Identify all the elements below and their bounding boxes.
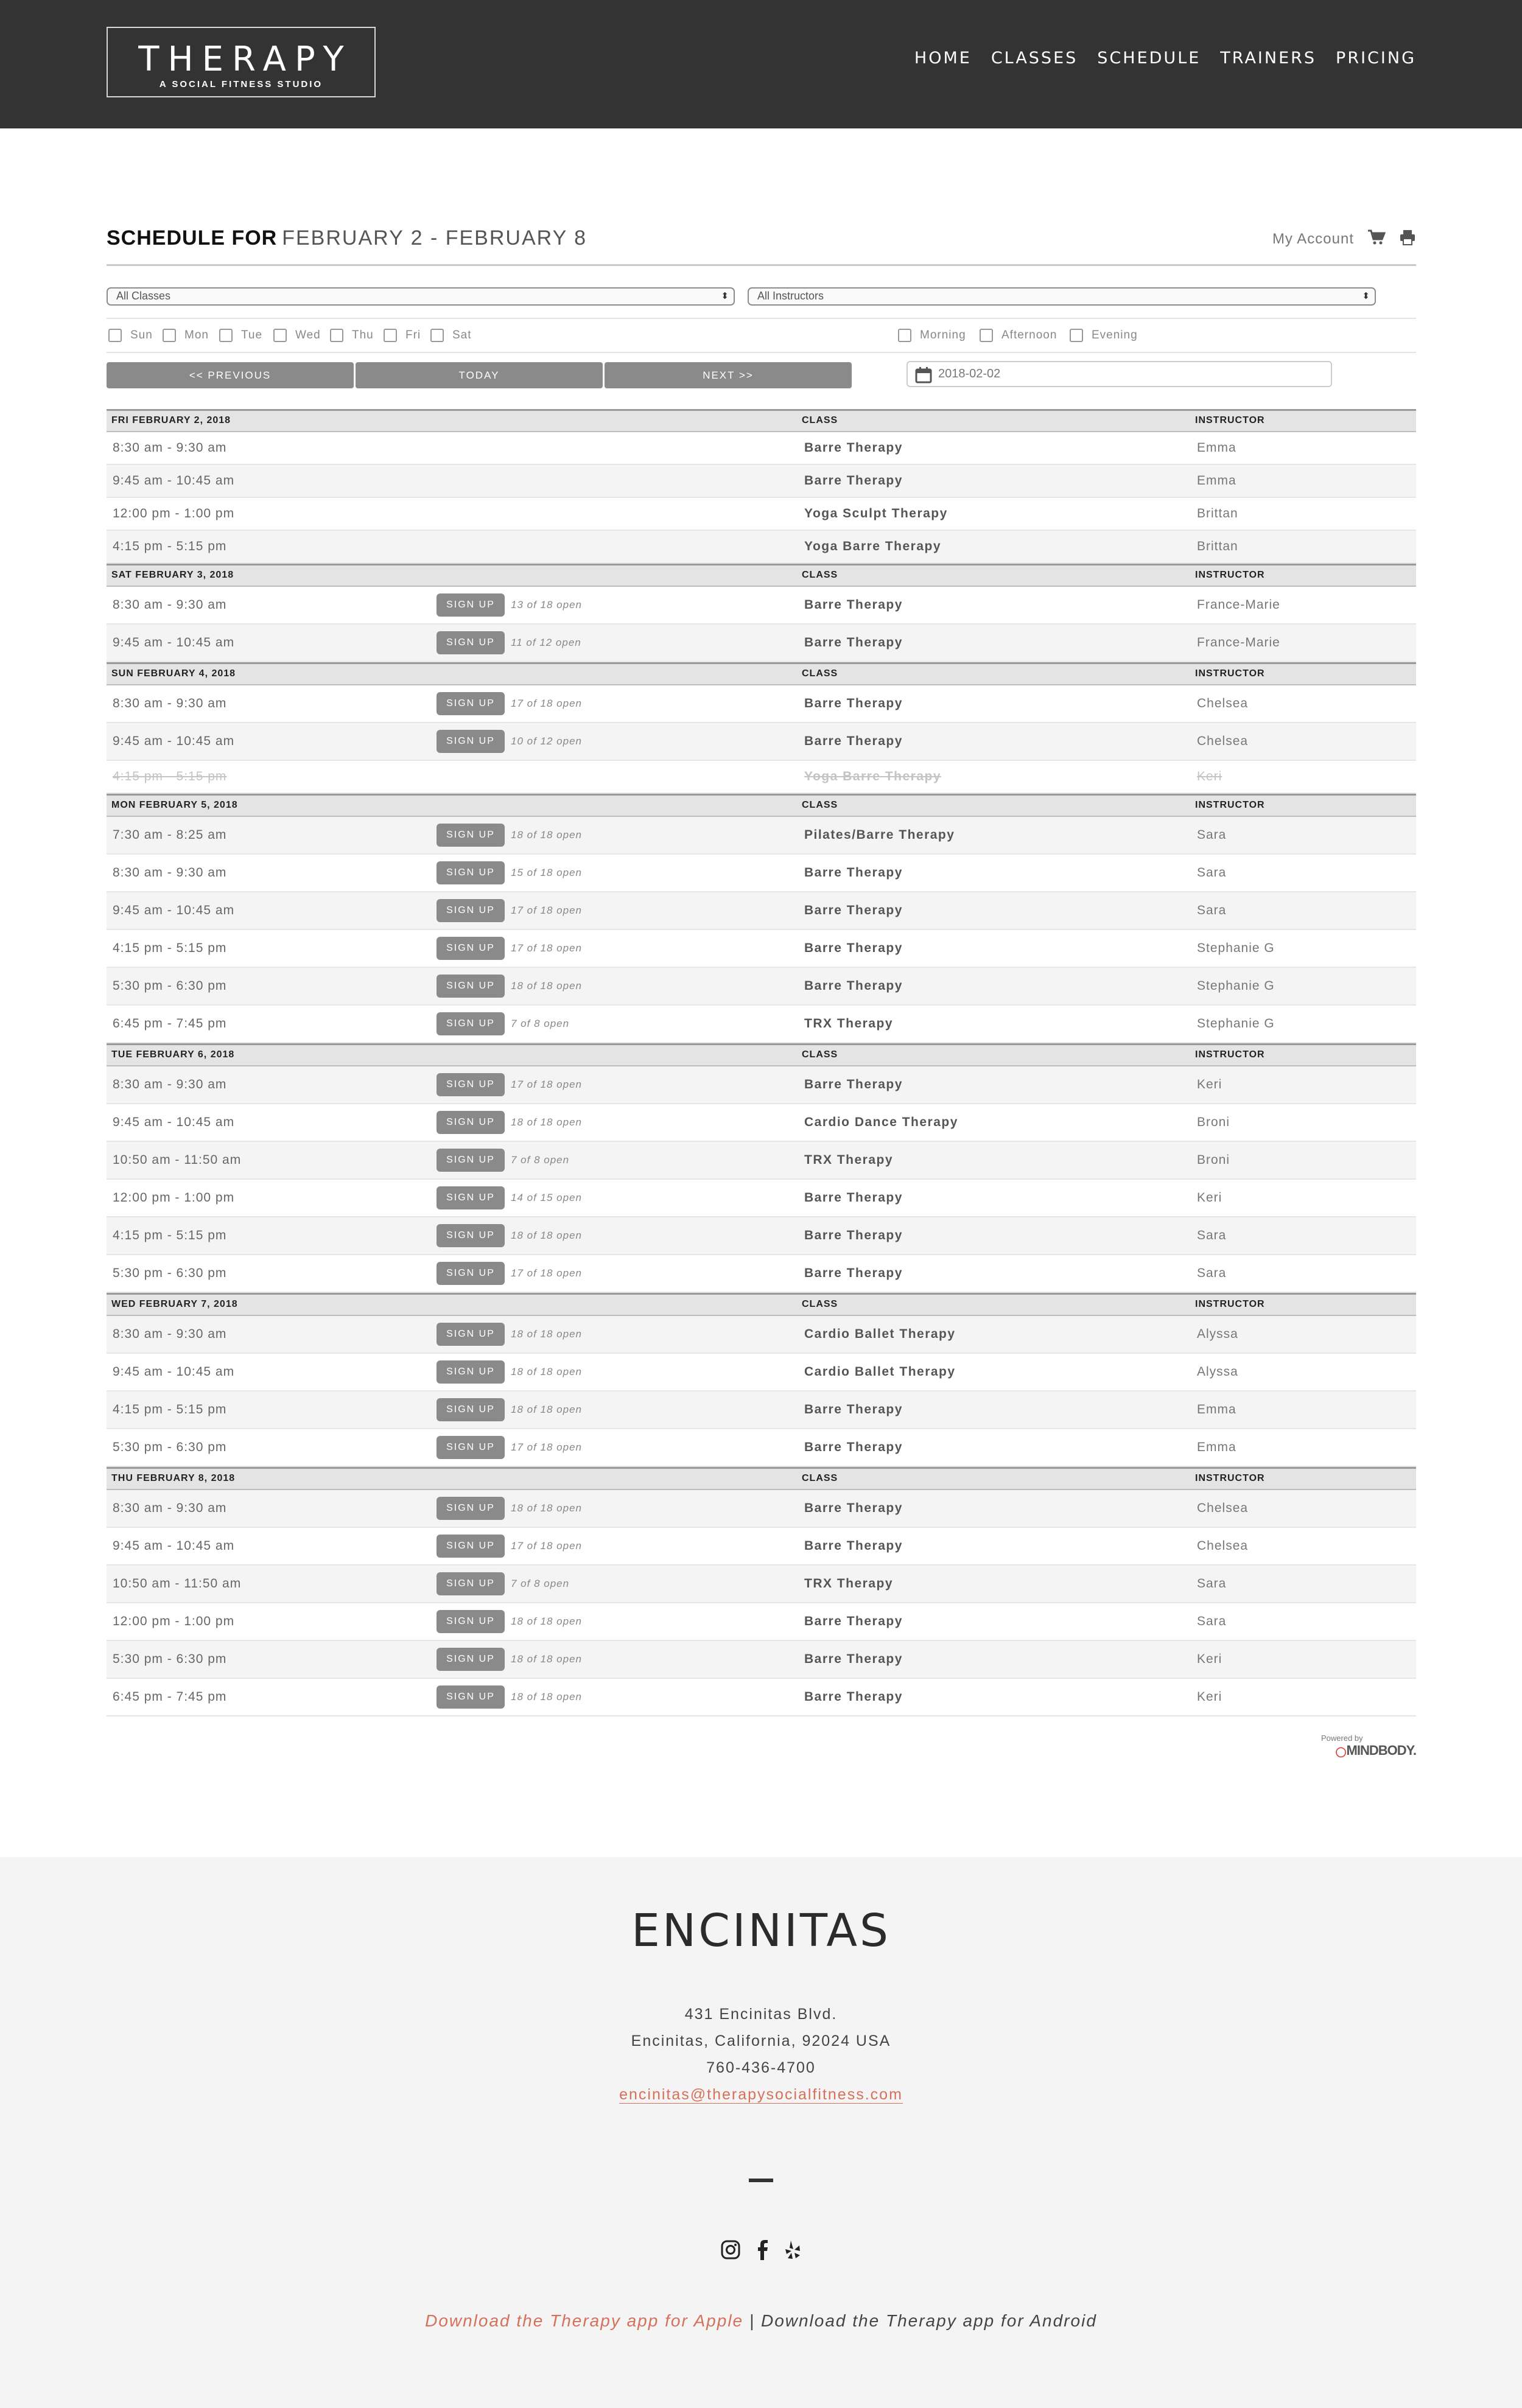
day-header-date: THU FEBRUARY 8, 2018	[111, 1473, 236, 1483]
checkbox-box[interactable]	[1070, 329, 1083, 342]
class-time: 7:30 am - 8:25 am	[113, 828, 227, 842]
powered-by-label: Powered by	[1321, 1734, 1363, 1743]
day-checkbox-mon[interactable]	[163, 329, 209, 342]
spots-open: 10 of 12 open	[511, 735, 582, 747]
day-header	[107, 564, 1416, 587]
checkbox-box[interactable]	[330, 329, 343, 342]
facebook-icon[interactable]	[756, 2239, 769, 2263]
day-label: Sun	[130, 329, 153, 341]
sign-up-button[interactable]: SIGN UP	[437, 1224, 505, 1247]
spots-open: 11 of 12 open	[511, 637, 581, 648]
class-time: 9:45 am - 10:45 am	[113, 1539, 235, 1553]
instructor-name-link[interactable]: Keri	[1197, 1077, 1222, 1091]
phone-number: 760-436-4700	[706, 2059, 816, 2076]
class-name-link[interactable]: Barre Therapy	[804, 1690, 903, 1704]
sign-up-button[interactable]: SIGN UP	[437, 1398, 505, 1421]
class-column-header: CLASS	[802, 1049, 838, 1060]
account-tools	[1272, 229, 1416, 249]
instructor-name-link[interactable]: Keri	[1197, 1690, 1222, 1704]
address-line-1: 431 Encinitas Blvd.	[684, 2006, 838, 2023]
instructor-name-link[interactable]: Keri	[1197, 1652, 1222, 1666]
day-header	[107, 1293, 1416, 1316]
day-header	[107, 794, 1416, 817]
day-header	[107, 1467, 1416, 1490]
sign-up-button[interactable]: SIGN UP	[437, 937, 505, 960]
sign-up-button[interactable]: SIGN UP	[437, 899, 505, 922]
day-header-date: SUN FEBRUARY 4, 2018	[111, 668, 236, 679]
instructor-name-link[interactable]: Brittan	[1197, 539, 1238, 553]
sign-up-button[interactable]: SIGN UP	[437, 1262, 505, 1285]
apple-app-link[interactable]: Download the Therapy app for Apple	[425, 2311, 744, 2330]
instructor-name-link[interactable]: Alyssa	[1197, 1365, 1238, 1379]
app-separator: |	[749, 2311, 756, 2330]
class-time: 6:45 pm - 7:45 pm	[113, 1690, 227, 1704]
day-header-date: TUE FEBRUARY 6, 2018	[111, 1049, 235, 1060]
schedule-row	[107, 432, 1416, 465]
spots-open: 17 of 18 open	[511, 1267, 582, 1279]
time-label: Morning	[920, 329, 966, 341]
spots-open: 18 of 18 open	[511, 1615, 582, 1627]
class-time: 5:30 pm - 6:30 pm	[113, 1652, 227, 1666]
class-name-link[interactable]: Barre Therapy	[804, 1402, 903, 1416]
sign-up-button[interactable]: SIGN UP	[437, 1648, 505, 1671]
spots-open: 18 of 18 open	[511, 1366, 582, 1377]
instructor-name-link[interactable]: Sara	[1197, 1228, 1227, 1242]
schedule-row	[107, 685, 1416, 723]
class-name-link[interactable]: Barre Therapy	[804, 696, 903, 710]
instructor-name-link[interactable]: France-Marie	[1197, 635, 1280, 649]
checkbox-box[interactable]	[980, 329, 993, 342]
class-name-link[interactable]: Cardio Ballet Therapy	[804, 1365, 956, 1379]
day-header-date: SAT FEBRUARY 3, 2018	[111, 570, 234, 580]
my-account-link[interactable]: My Account	[1272, 230, 1354, 247]
instructor-name-link[interactable]: Sara	[1197, 903, 1227, 917]
instructor-name-link[interactable]: Keri	[1197, 769, 1222, 783]
class-name-link[interactable]: Barre Therapy	[804, 1614, 903, 1628]
sign-up-button[interactable]: SIGN UP	[437, 1012, 505, 1035]
checkbox-box[interactable]	[273, 329, 287, 342]
sign-up-button[interactable]: SIGN UP	[437, 1323, 505, 1346]
yelp-icon[interactable]	[784, 2239, 802, 2263]
schedule-row	[107, 1104, 1416, 1142]
class-time: 4:15 pm - 5:15 pm	[113, 941, 227, 955]
sign-up-button[interactable]: SIGN UP	[437, 1610, 505, 1633]
instructor-name-link[interactable]: France-Marie	[1197, 598, 1280, 612]
class-time: 8:30 am - 9:30 am	[113, 441, 227, 455]
instructor-name-link[interactable]: Sara	[1197, 1577, 1227, 1591]
class-name-link[interactable]: Barre Therapy	[804, 441, 903, 455]
class-name-link[interactable]: Barre Therapy	[804, 903, 903, 917]
nav-trainers[interactable]: TRAINERS	[1220, 49, 1317, 68]
spots-open: 18 of 18 open	[511, 1116, 582, 1128]
class-name-link[interactable]: Cardio Ballet Therapy	[804, 1327, 956, 1341]
classes-select-value: All Classes	[116, 290, 171, 302]
address-line-2: Encinitas, California, 92024 USA	[631, 2032, 891, 2049]
class-time: 8:30 am - 9:30 am	[113, 1327, 227, 1341]
instructor-name-link[interactable]: Broni	[1197, 1153, 1230, 1167]
day-label: Wed	[295, 329, 321, 341]
shopping-cart-icon[interactable]	[1367, 229, 1386, 248]
day-label: Sat	[452, 329, 472, 341]
schedule-row	[107, 855, 1416, 892]
sign-up-button[interactable]: SIGN UP	[437, 975, 505, 998]
schedule-row	[107, 1603, 1416, 1641]
class-time: 4:15 pm - 5:15 pm	[113, 1402, 227, 1416]
android-app-link[interactable]: Download the Therapy app for Android	[760, 2311, 1097, 2330]
main-nav	[914, 49, 1416, 68]
schedule-row	[107, 817, 1416, 855]
schedule-title	[107, 226, 587, 250]
schedule-row	[107, 1679, 1416, 1717]
class-name-link[interactable]: Barre Therapy	[804, 1191, 903, 1205]
checkbox-box[interactable]	[430, 329, 444, 342]
sign-up-button[interactable]: SIGN UP	[437, 1497, 505, 1520]
class-name-link[interactable]: Barre Therapy	[804, 1228, 903, 1242]
spots-open: 7 of 8 open	[511, 1154, 570, 1166]
social-links	[0, 2239, 1522, 2263]
class-column-header: CLASS	[802, 415, 838, 425]
instructor-name-link[interactable]: Stephanie G	[1197, 941, 1275, 955]
classes-select[interactable]	[107, 287, 735, 306]
class-name-link[interactable]: Barre Therapy	[804, 474, 903, 488]
class-time: 10:50 am - 11:50 am	[113, 1153, 242, 1167]
day-time-filters	[107, 321, 1416, 353]
time-checkbox-afternoon[interactable]	[980, 329, 1057, 342]
spots-open: 18 of 18 open	[511, 1404, 582, 1415]
sign-up-button[interactable]: SIGN UP	[437, 861, 505, 884]
class-time: 8:30 am - 9:30 am	[113, 1501, 227, 1515]
day-header-date: WED FEBRUARY 7, 2018	[111, 1299, 238, 1309]
sign-up-button[interactable]: SIGN UP	[437, 593, 505, 617]
schedule-row	[107, 498, 1416, 531]
class-name-link[interactable]: Barre Therapy	[804, 734, 903, 748]
instructor-name-link[interactable]: Alyssa	[1197, 1327, 1238, 1341]
studio-logo[interactable]	[107, 27, 376, 97]
schedule-row	[107, 531, 1416, 564]
powered-by-mindbody[interactable]	[1321, 1734, 1416, 1759]
spots-open: 17 of 18 open	[511, 1540, 582, 1552]
date-value: 2018-02-02	[938, 367, 1001, 380]
spots-open: 18 of 18 open	[511, 1653, 582, 1665]
instructor-name-link[interactable]: Stephanie G	[1197, 1017, 1275, 1031]
day-label: Mon	[184, 329, 209, 341]
sign-up-button[interactable]: SIGN UP	[437, 1685, 505, 1709]
instructor-name-link[interactable]: Chelsea	[1197, 1501, 1249, 1515]
schedule-row	[107, 1217, 1416, 1255]
day-label: Tue	[241, 329, 263, 341]
schedule-row	[107, 892, 1416, 930]
schedule-row	[107, 465, 1416, 498]
schedule-row	[107, 930, 1416, 968]
class-time: 9:45 am - 10:45 am	[113, 1115, 235, 1129]
class-time: 9:45 am - 10:45 am	[113, 1365, 235, 1379]
nav-home[interactable]: HOME	[914, 49, 972, 68]
schedule-row	[107, 1641, 1416, 1679]
sign-up-button[interactable]: SIGN UP	[437, 730, 505, 753]
select-arrows-icon: ⬍	[721, 291, 729, 301]
spots-open: 17 of 18 open	[511, 1079, 582, 1090]
schedule-row	[107, 1180, 1416, 1217]
schedule-row	[107, 1528, 1416, 1566]
class-time: 9:45 am - 10:45 am	[113, 635, 235, 649]
instructor-name-link[interactable]: Chelsea	[1197, 1539, 1249, 1553]
schedule-row	[107, 1391, 1416, 1429]
day-label: Fri	[405, 329, 421, 341]
day-checkbox-fri[interactable]	[384, 329, 421, 342]
schedule-row	[107, 761, 1416, 794]
schedule-row	[107, 587, 1416, 625]
sign-up-button[interactable]: SIGN UP	[437, 1111, 505, 1134]
class-name-link[interactable]: Barre Therapy	[804, 1652, 903, 1666]
next-week-button[interactable]: NEXT >>	[605, 362, 852, 388]
instructor-name-link[interactable]: Stephanie G	[1197, 979, 1275, 993]
checkbox-box[interactable]	[898, 329, 911, 342]
select-arrows-icon: ⬍	[1362, 291, 1370, 301]
sign-up-button[interactable]: SIGN UP	[437, 1149, 505, 1172]
schedule-heading	[107, 225, 1416, 266]
sign-up-button[interactable]: SIGN UP	[437, 631, 505, 654]
email-row	[0, 2086, 1522, 2104]
spots-open: 14 of 15 open	[511, 1192, 582, 1203]
class-time: 4:15 pm - 5:15 pm	[113, 539, 227, 553]
spots-open: 17 of 18 open	[511, 698, 582, 709]
class-time: 5:30 pm - 6:30 pm	[113, 979, 227, 993]
day-checkbox-wed[interactable]	[273, 329, 321, 342]
class-time: 10:50 am - 11:50 am	[113, 1577, 242, 1591]
spots-open: 18 of 18 open	[511, 1691, 582, 1703]
schedule-row	[107, 625, 1416, 662]
time-label: Evening	[1092, 329, 1138, 341]
footer-divider	[749, 2179, 773, 2182]
schedule-date-range: FEBRUARY 2 - FEBRUARY 8	[282, 226, 587, 250]
class-time: 9:45 am - 10:45 am	[113, 474, 235, 488]
spots-open: 15 of 18 open	[511, 867, 582, 878]
instructor-name-link[interactable]: Chelsea	[1197, 696, 1249, 710]
instructor-name-link[interactable]: Sara	[1197, 866, 1227, 880]
instructor-column-header: INSTRUCTOR	[1195, 668, 1265, 679]
instructor-column-header: INSTRUCTOR	[1195, 415, 1265, 425]
sign-up-button[interactable]: SIGN UP	[437, 692, 505, 715]
schedule-table	[107, 409, 1416, 1717]
day-header	[107, 662, 1416, 685]
sign-up-button[interactable]: SIGN UP	[437, 1535, 505, 1558]
day-checkbox-sun[interactable]	[108, 329, 153, 342]
day-checkbox-thu[interactable]	[330, 329, 374, 342]
instructor-name-link[interactable]: Keri	[1197, 1191, 1222, 1205]
instructor-name-link[interactable]: Emma	[1197, 441, 1236, 455]
instructor-column-header: INSTRUCTOR	[1195, 1299, 1265, 1309]
sign-up-button[interactable]: SIGN UP	[437, 824, 505, 847]
time-checkbox-evening[interactable]	[1070, 329, 1138, 342]
class-column-header: CLASS	[802, 1473, 838, 1483]
checkbox-box[interactable]	[108, 329, 122, 342]
schedule-row	[107, 1255, 1416, 1293]
schedule-row	[107, 1490, 1416, 1528]
class-time: 6:45 pm - 7:45 pm	[113, 1017, 227, 1031]
class-time: 5:30 pm - 6:30 pm	[113, 1440, 227, 1454]
class-time: 12:00 pm - 1:00 pm	[113, 1614, 235, 1628]
instructor-name-link[interactable]: Emma	[1197, 1440, 1236, 1454]
schedule-row	[107, 968, 1416, 1006]
email-link[interactable]: encinitas@therapysocialfitness.com	[619, 2086, 903, 2103]
day-label: Thu	[352, 329, 374, 341]
week-pager	[107, 362, 852, 388]
instructors-select-value: All Instructors	[757, 290, 824, 302]
schedule-row	[107, 723, 1416, 761]
instructor-name-link[interactable]: Sara	[1197, 1614, 1227, 1628]
class-name-link[interactable]: Barre Therapy	[804, 1077, 903, 1091]
class-name-link[interactable]: Pilates/Barre Therapy	[804, 828, 955, 842]
class-name-link[interactable]: Cardio Dance Therapy	[804, 1115, 958, 1129]
previous-week-button[interactable]: << PREVIOUS	[107, 362, 354, 388]
day-checkbox-sat[interactable]	[430, 329, 472, 342]
spots-open: 17 of 18 open	[511, 942, 582, 954]
instructor-name-link[interactable]: Sara	[1197, 828, 1227, 842]
instagram-icon[interactable]	[720, 2239, 741, 2263]
schedule-row	[107, 1566, 1416, 1603]
schedule-row	[107, 1429, 1416, 1467]
class-name-link[interactable]: Yoga Sculpt Therapy	[804, 506, 948, 520]
today-button[interactable]: TODAY	[356, 362, 603, 388]
class-column-header: CLASS	[802, 1299, 838, 1309]
class-name-link[interactable]: Barre Therapy	[804, 1440, 903, 1454]
class-name-link[interactable]: Barre Therapy	[804, 866, 903, 880]
class-time: 12:00 pm - 1:00 pm	[113, 506, 235, 520]
class-column-header: CLASS	[802, 570, 838, 580]
class-time: 8:30 am - 9:30 am	[113, 696, 227, 710]
instructor-name-link[interactable]: Emma	[1197, 1402, 1236, 1416]
spots-open: 7 of 8 open	[511, 1578, 570, 1589]
instructor-column-header: INSTRUCTOR	[1195, 800, 1265, 810]
class-time: 9:45 am - 10:45 am	[113, 903, 235, 917]
spots-open: 18 of 18 open	[511, 980, 582, 992]
class-name-link[interactable]: Barre Therapy	[804, 1539, 903, 1553]
instructor-name-link[interactable]: Emma	[1197, 474, 1236, 488]
instructor-column-header: INSTRUCTOR	[1195, 570, 1265, 580]
site-header	[0, 0, 1522, 128]
class-name-link[interactable]: Yoga Barre Therapy	[804, 539, 942, 553]
mindbody-brand: MINDBODY.	[1346, 1743, 1416, 1758]
instructor-name-link[interactable]: Broni	[1197, 1115, 1230, 1129]
sign-up-button[interactable]: SIGN UP	[437, 1186, 505, 1209]
instructor-name-link[interactable]: Sara	[1197, 1266, 1227, 1280]
sign-up-button[interactable]: SIGN UP	[437, 1360, 505, 1384]
spots-open: 18 of 18 open	[511, 1502, 582, 1514]
schedule-row	[107, 1066, 1416, 1104]
day-header	[107, 409, 1416, 432]
checkbox-box[interactable]	[219, 329, 233, 342]
site-footer	[0, 1857, 1522, 2408]
app-download-links	[0, 2311, 1522, 2331]
class-name-link[interactable]: Barre Therapy	[804, 1266, 903, 1280]
class-time: 8:30 am - 9:30 am	[113, 598, 227, 612]
instructor-column-header: INSTRUCTOR	[1195, 1473, 1265, 1483]
instructor-column-header: INSTRUCTOR	[1195, 1049, 1265, 1060]
mindbody-logo-icon: ◯	[1335, 1747, 1347, 1757]
instructor-name-link[interactable]: Chelsea	[1197, 734, 1249, 748]
class-time: 12:00 pm - 1:00 pm	[113, 1191, 235, 1205]
schedule-row	[107, 1354, 1416, 1391]
nav-pricing[interactable]: PRICING	[1336, 49, 1416, 68]
schedule-row	[107, 1006, 1416, 1043]
checkbox-box[interactable]	[384, 329, 397, 342]
class-time: 8:30 am - 9:30 am	[113, 866, 227, 880]
class-time: 4:15 pm - 5:15 pm	[113, 1228, 227, 1242]
spots-open: 18 of 18 open	[511, 1230, 582, 1241]
day-checkbox-tue[interactable]	[219, 329, 262, 342]
class-name-link[interactable]: Barre Therapy	[804, 941, 903, 955]
location-title: ENCINITAS	[631, 1905, 891, 1957]
class-name-link[interactable]: TRX Therapy	[804, 1153, 894, 1167]
class-time: 5:30 pm - 6:30 pm	[113, 1266, 227, 1280]
day-header-date: MON FEBRUARY 5, 2018	[111, 800, 238, 810]
class-column-header: CLASS	[802, 800, 838, 810]
nav-schedule[interactable]: SCHEDULE	[1097, 49, 1201, 68]
spots-open: 13 of 18 open	[511, 599, 582, 611]
class-time: 4:15 pm - 5:15 pm	[113, 769, 227, 783]
printer-icon[interactable]	[1399, 229, 1416, 249]
date-picker-input[interactable]	[907, 361, 1332, 387]
spots-open: 7 of 8 open	[511, 1018, 570, 1029]
logo-title: THERAPY	[138, 40, 352, 79]
day-header	[107, 1043, 1416, 1066]
schedule-row	[107, 1316, 1416, 1354]
class-name-link[interactable]: Barre Therapy	[804, 598, 903, 612]
schedule-row	[107, 1142, 1416, 1180]
spots-open: 17 of 18 open	[511, 1441, 582, 1453]
class-name-link[interactable]: Barre Therapy	[804, 635, 903, 649]
sign-up-button[interactable]: SIGN UP	[437, 1436, 505, 1459]
class-name-link[interactable]: TRX Therapy	[804, 1577, 894, 1591]
calendar-icon[interactable]	[915, 366, 932, 392]
class-name-link[interactable]: TRX Therapy	[804, 1017, 894, 1031]
class-column-header: CLASS	[802, 668, 838, 679]
time-label: Afternoon	[1001, 329, 1057, 341]
class-name-link[interactable]: Barre Therapy	[804, 1501, 903, 1515]
instructors-select[interactable]	[748, 287, 1376, 306]
time-checkbox-morning[interactable]	[898, 329, 966, 342]
schedule-title-strong: SCHEDULE FOR	[107, 226, 278, 250]
day-header-date: FRI FEBRUARY 2, 2018	[111, 415, 231, 425]
logo-subtitle: A SOCIAL FITNESS STUDIO	[159, 79, 323, 89]
class-time: 9:45 am - 10:45 am	[113, 734, 235, 748]
spots-open: 18 of 18 open	[511, 829, 582, 841]
checkbox-box[interactable]	[163, 329, 176, 342]
filter-selects	[107, 286, 1416, 319]
sign-up-button[interactable]: SIGN UP	[437, 1073, 505, 1096]
class-time: 8:30 am - 9:30 am	[113, 1077, 227, 1091]
spots-open: 18 of 18 open	[511, 1328, 582, 1340]
class-name-link[interactable]: Yoga Barre Therapy	[804, 769, 942, 783]
spots-open: 17 of 18 open	[511, 905, 582, 916]
class-name-link[interactable]: Barre Therapy	[804, 979, 903, 993]
sign-up-button[interactable]: SIGN UP	[437, 1572, 505, 1595]
instructor-name-link[interactable]: Brittan	[1197, 506, 1238, 520]
nav-classes[interactable]: CLASSES	[991, 49, 1078, 68]
